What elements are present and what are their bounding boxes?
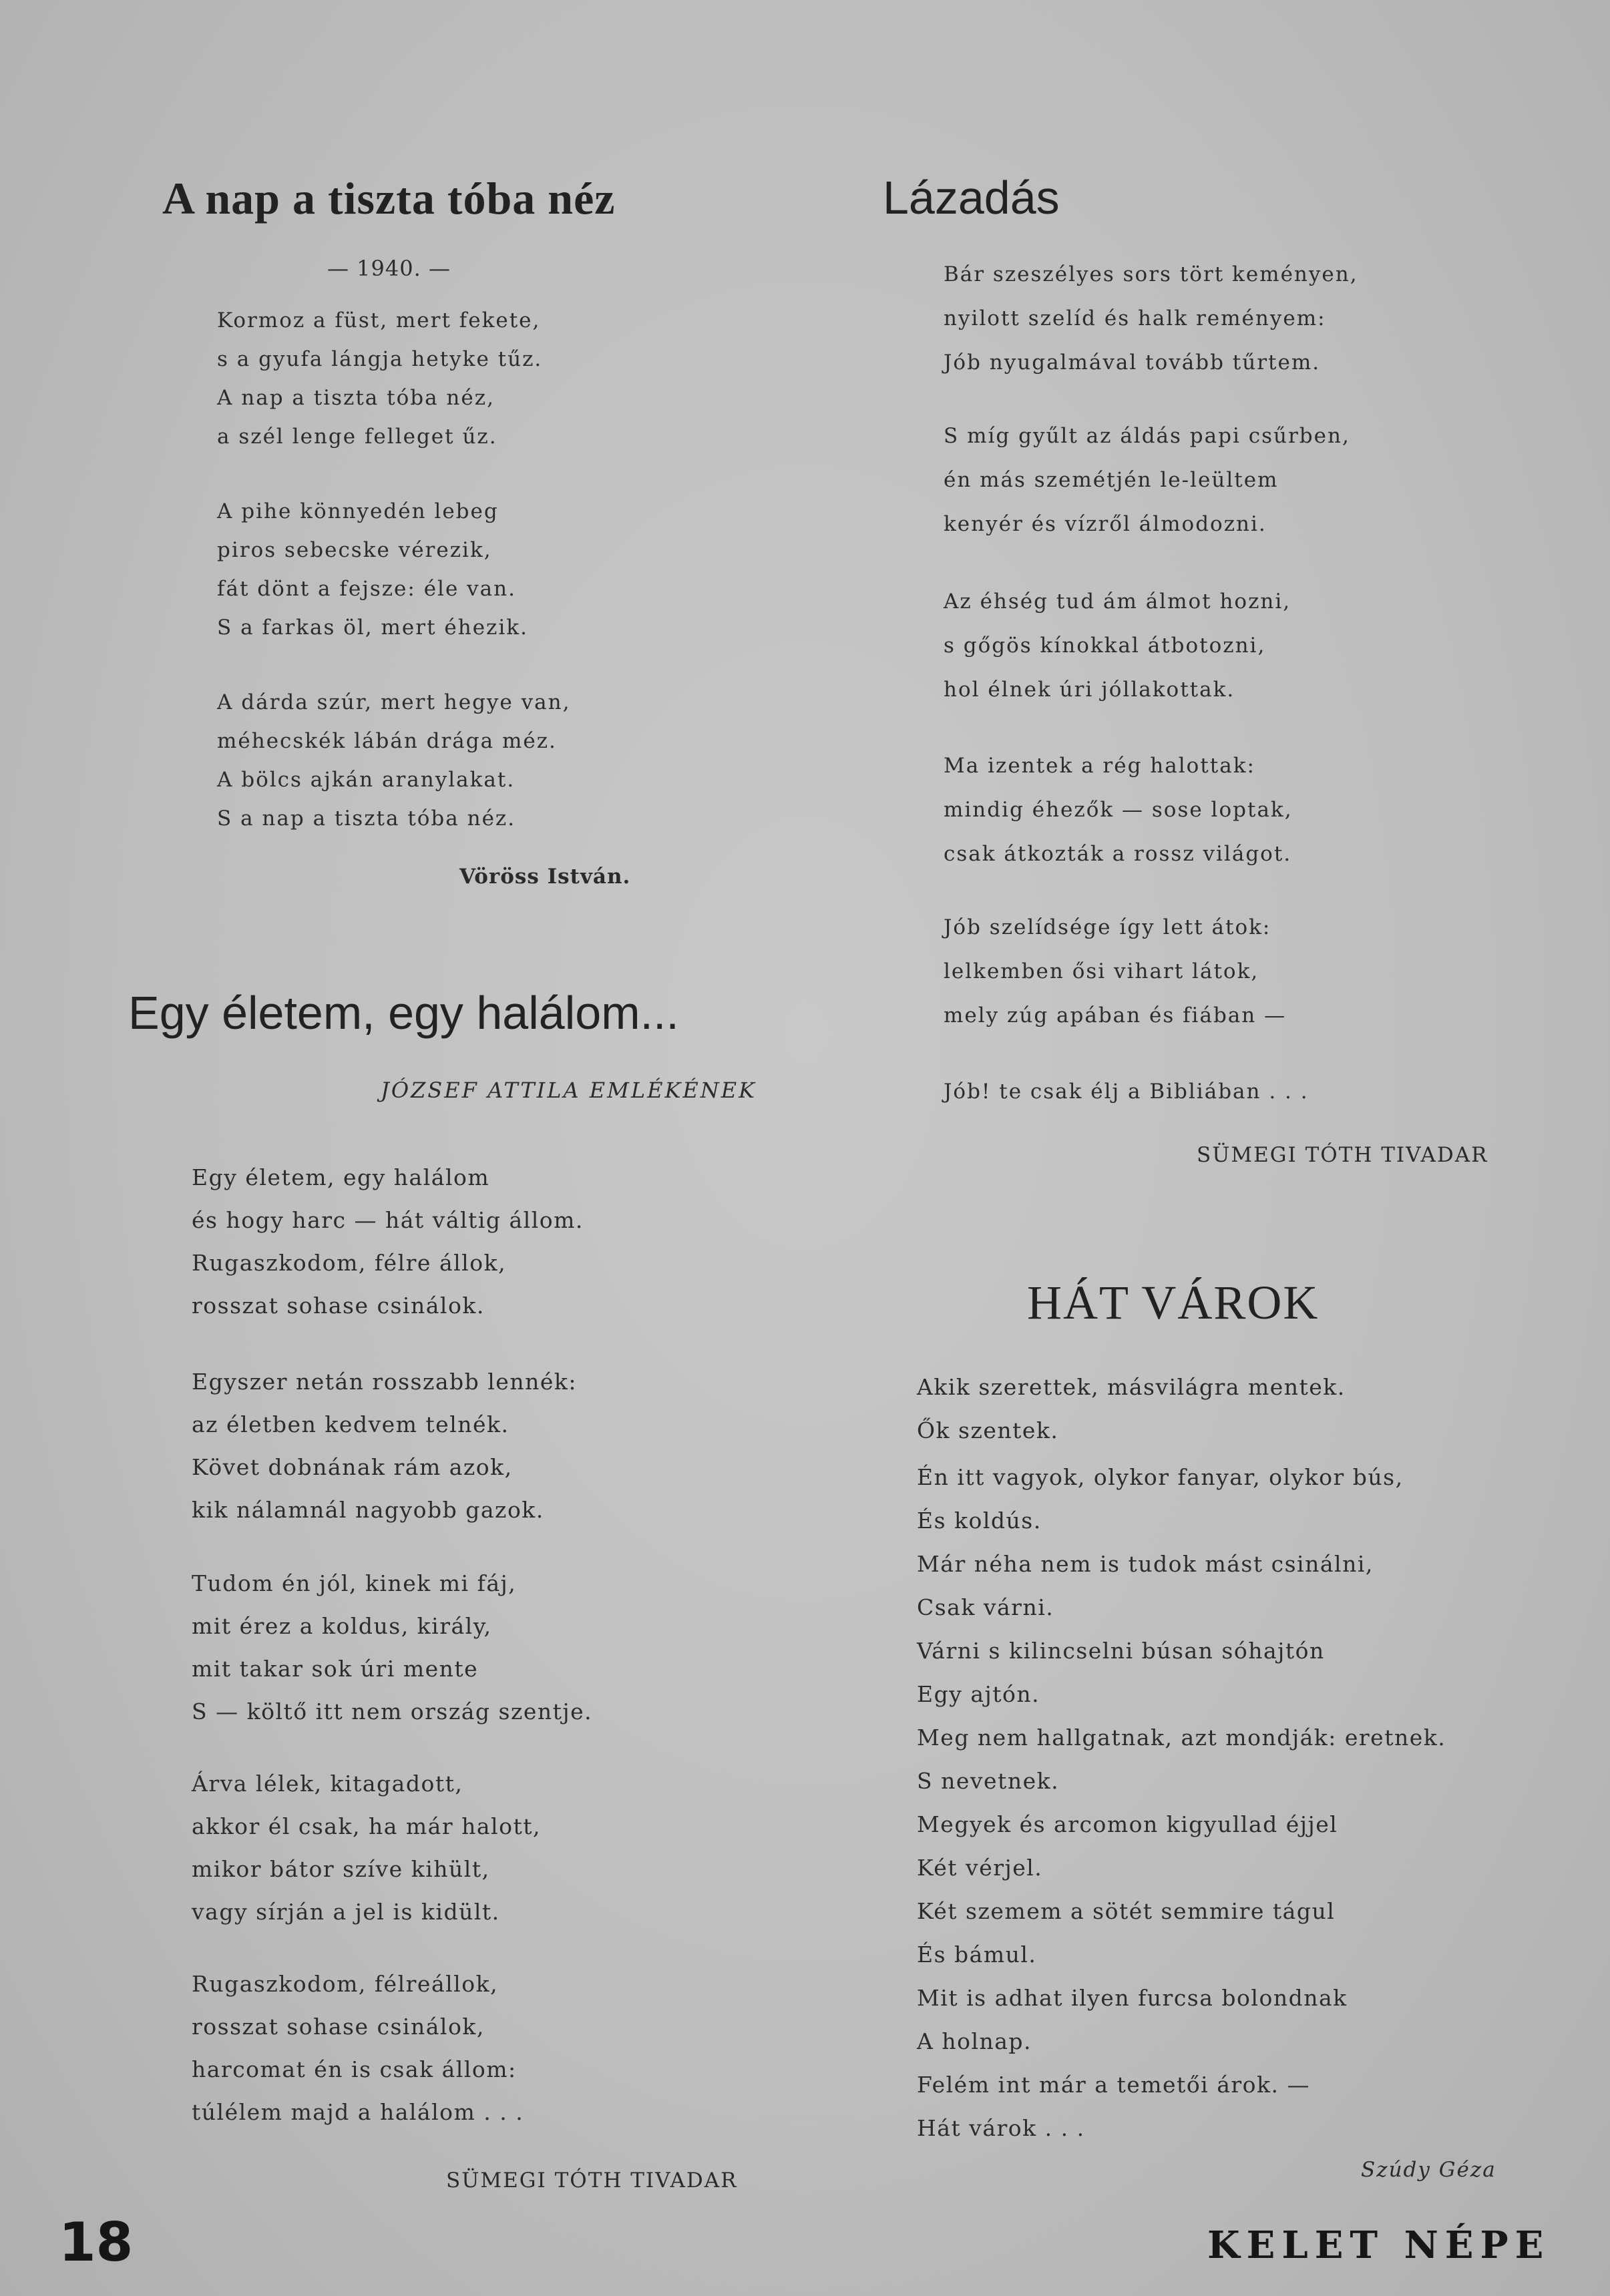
poem-line: Egy ajtón. — [917, 1681, 1040, 1707]
poem-line: hol élnek úri jóllakottak. — [944, 678, 1235, 702]
poem-line: rosszat sohase csinálok. — [192, 1293, 485, 1319]
poem-line: A dárda szúr, mert hegye van, — [217, 690, 571, 714]
poem-title-egy-eletem: Egy életem, egy halálom... — [128, 987, 679, 1039]
poem-line: túlélem majd a halálom . . . — [192, 2099, 524, 2125]
poem-line: Megyek és arcomon kigyullad éjjel — [917, 1811, 1338, 1837]
poem-line: S míg gyűlt az áldás papi csűrben, — [944, 424, 1350, 448]
poem-line: és hogy harc — hát váltig állom. — [192, 1207, 584, 1233]
poem-line: az életben kedvem telnék. — [192, 1411, 510, 1437]
poem-line: A bölcs ajkán aranylakat. — [217, 768, 516, 792]
poem-line: Jób szelídsége így lett átok: — [944, 915, 1271, 939]
poem-line: Jób nyugalmával tovább tűrtem. — [944, 351, 1321, 375]
poem-line: Követ dobnának rám azok, — [192, 1454, 513, 1480]
poem-line: mely zúg apában és fiában — — [944, 1003, 1287, 1027]
poem-title-lazadas: Lázadás — [883, 172, 1060, 224]
poem-line: Felém int már a temetői árok. — — [917, 2072, 1311, 2098]
poem-line: Két szemem a sötét semmire tágul — [917, 1898, 1336, 1924]
poem-line: S nevetnek. — [917, 1768, 1060, 1794]
poem-line: Rugaszkodom, félreállok, — [192, 1971, 499, 1997]
poem-line: Mit is adhat ilyen furcsa bolondnak — [917, 1985, 1348, 2011]
poem-line: Jób! te csak élj a Bibliában . . . — [944, 1080, 1309, 1104]
poem-dedication: JÓZSEF ATTILA EMLÉKÉNEK — [381, 1078, 757, 1103]
poem-author: SÜMEGI TÓTH TIVADAR — [1197, 1143, 1488, 1167]
poem-title-a-nap: A nap a tiszta tóba néz — [162, 173, 616, 224]
poem-line: És bámul. — [917, 1941, 1037, 1968]
poem-line: méhecskék lábán drága méz. — [217, 729, 557, 753]
poem-line: mikor bátor szíve kihült, — [192, 1856, 490, 1882]
poem-line: Már néha nem is tudok mást csinálni, — [917, 1551, 1374, 1577]
poem-title-hat-varok: HÁT VÁROK — [1027, 1276, 1320, 1329]
poem-line: kik nálamnál nagyobb gazok. — [192, 1497, 544, 1523]
poem-line: a szél lenge felleget űz. — [217, 425, 497, 449]
poem-line: mit takar sok úri mente — [192, 1656, 479, 1682]
poem-line: kenyér és vízről álmodozni. — [944, 512, 1267, 536]
poem-line: Hát várok . . . — [917, 2115, 1085, 2141]
poem-line: Én itt vagyok, olykor fanyar, olykor bús, — [917, 1464, 1404, 1490]
poem-line: S — költő itt nem ország szentje. — [192, 1698, 593, 1725]
poem-line: És koldús. — [917, 1508, 1042, 1534]
poem-line: vagy sírján a jel is kidült. — [192, 1899, 500, 1925]
poem-line: S a nap a tiszta tóba néz. — [217, 807, 516, 831]
poem-line: Meg nem hallgatnak, azt mondják: eretnek. — [917, 1725, 1446, 1751]
poem-line: Csak várni. — [917, 1594, 1054, 1620]
poem-line: rosszat sohase csinálok, — [192, 2014, 485, 2040]
poem-line: Ők szentek. — [917, 1417, 1059, 1443]
poem-line: nyilott szelíd és halk reményem: — [944, 306, 1326, 330]
poem-date: — 1940. — — [327, 256, 451, 281]
poem-line: Árva lélek, kitagadott, — [192, 1771, 463, 1797]
poem-line: A nap a tiszta tóba néz, — [217, 386, 495, 410]
poem-line: piros sebecske vérezik, — [217, 538, 492, 562]
poem-line: Az éhség tud ám álmot hozni, — [944, 590, 1291, 614]
poem-line: fát dönt a fejsze: éle van. — [217, 577, 516, 601]
poem-author: Vöröss István. — [459, 865, 631, 889]
poem-line: Kormoz a füst, mert fekete, — [217, 308, 541, 332]
poem-line: én más szemétjén le-leültem — [944, 468, 1279, 492]
poem-line: S a farkas öl, mert éhezik. — [217, 616, 528, 640]
magazine-title: KELET NÉPE — [1207, 2223, 1551, 2267]
poem-line: Két vérjel. — [917, 1855, 1043, 1881]
poem-line: Ma izentek a rég halottak: — [944, 754, 1255, 778]
poem-line: s a gyufa lángja hetyke tűz. — [217, 347, 543, 371]
poem-line: Egyszer netán rosszabb lennék: — [192, 1369, 577, 1395]
poem-line: mindig éhezők — sose loptak, — [944, 798, 1293, 822]
poem-line: Akik szerettek, másvilágra mentek. — [917, 1374, 1346, 1400]
poem-line: Rugaszkodom, félre állok, — [192, 1250, 507, 1276]
poem-line: lelkemben ősi vihart látok, — [944, 959, 1259, 983]
poem-line: A pihe könnyedén lebeg — [217, 499, 499, 523]
poem-line: harcomat én is csak állom: — [192, 2056, 517, 2082]
poem-line: A holnap. — [917, 2028, 1032, 2054]
poem-line: csak átkozták a rossz világot. — [944, 842, 1292, 866]
poem-line: Várni s kilincselni búsan sóhajtón — [917, 1638, 1325, 1664]
page-number: 18 — [59, 2211, 134, 2273]
poem-line: s gőgös kínokkal átbotozni, — [944, 634, 1266, 658]
poem-line: akkor él csak, ha már halott, — [192, 1813, 541, 1839]
poem-line: Egy életem, egy halálom — [192, 1164, 490, 1190]
poem-line: Tudom én jól, kinek mi fáj, — [192, 1570, 517, 1596]
poem-author: Szúdy Géza — [1361, 2158, 1496, 2182]
poem-author: SÜMEGI TÓTH TIVADAR — [446, 2168, 738, 2193]
poem-line: mit érez a koldus, király, — [192, 1613, 492, 1639]
poem-line: Bár szeszélyes sors tört keményen, — [944, 262, 1358, 286]
